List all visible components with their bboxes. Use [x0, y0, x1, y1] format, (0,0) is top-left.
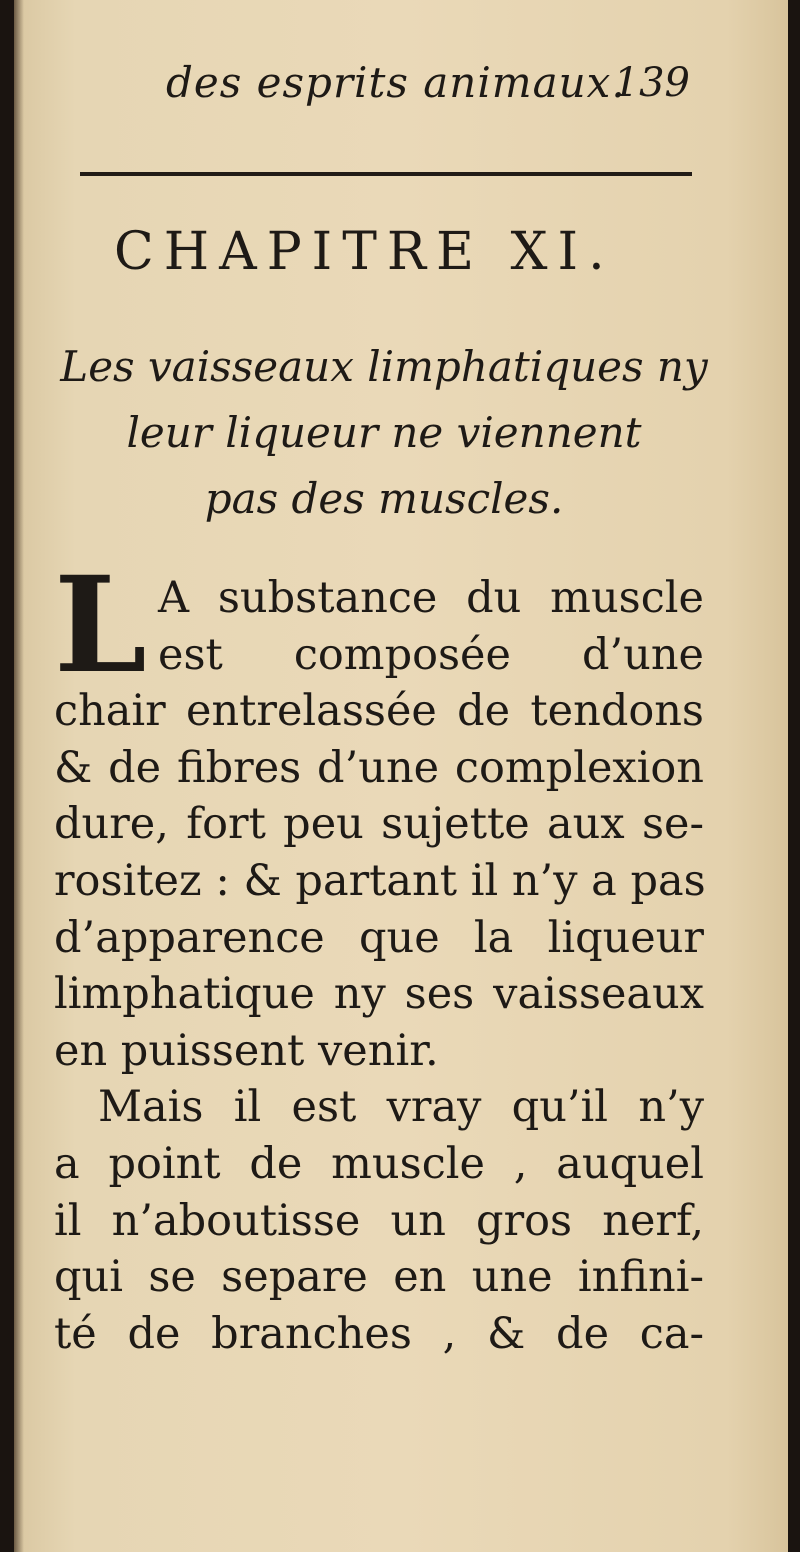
running-title: des esprits animaux. — [166, 58, 626, 107]
subtitle-line: Les vaisseaux limphatiques ny — [60, 342, 708, 391]
text-line: qui se separe en une infini- — [54, 1252, 704, 1303]
page-header — [80, 58, 690, 118]
book-page — [14, 0, 788, 1552]
paragraph-1 — [54, 548, 706, 1079]
text-line: Mais il est vray qu’il n’y — [98, 1082, 704, 1133]
text-line: d’apparence que la liqueur — [54, 912, 704, 963]
header-rule — [80, 172, 692, 176]
text-line: chair entrelassée de tendons — [54, 686, 704, 737]
text-line: té de branches , & de ca- — [54, 1308, 704, 1359]
text-line: & de fibres d’une complexion — [54, 742, 704, 793]
text-line: dure, fort peu sujette aux se- — [54, 799, 704, 850]
text-line: en puissent venir. — [54, 1025, 439, 1076]
paragraph-2 — [54, 1079, 704, 1362]
text-line: est composée d’une — [158, 629, 704, 680]
chapter-subtitle — [44, 334, 724, 532]
subtitle-line: pas des muscles. — [204, 474, 564, 523]
subtitle-line: leur liqueur ne viennent — [126, 408, 642, 457]
drop-cap: L — [54, 548, 147, 703]
text-line: limphatique ny ses vaisseaux — [54, 969, 704, 1020]
text-line: rositez : & partant il n’y a pas — [54, 855, 706, 906]
text-line: il n’aboutisse un gros nerf, — [54, 1195, 704, 1246]
text-line: a point de muscle , auquel — [54, 1138, 704, 1189]
text-line: A substance du muscle — [158, 573, 704, 623]
body-text — [54, 548, 706, 1362]
chapter-title: CHAPITRE XI. — [114, 222, 615, 282]
page-number: 139 — [613, 60, 690, 106]
